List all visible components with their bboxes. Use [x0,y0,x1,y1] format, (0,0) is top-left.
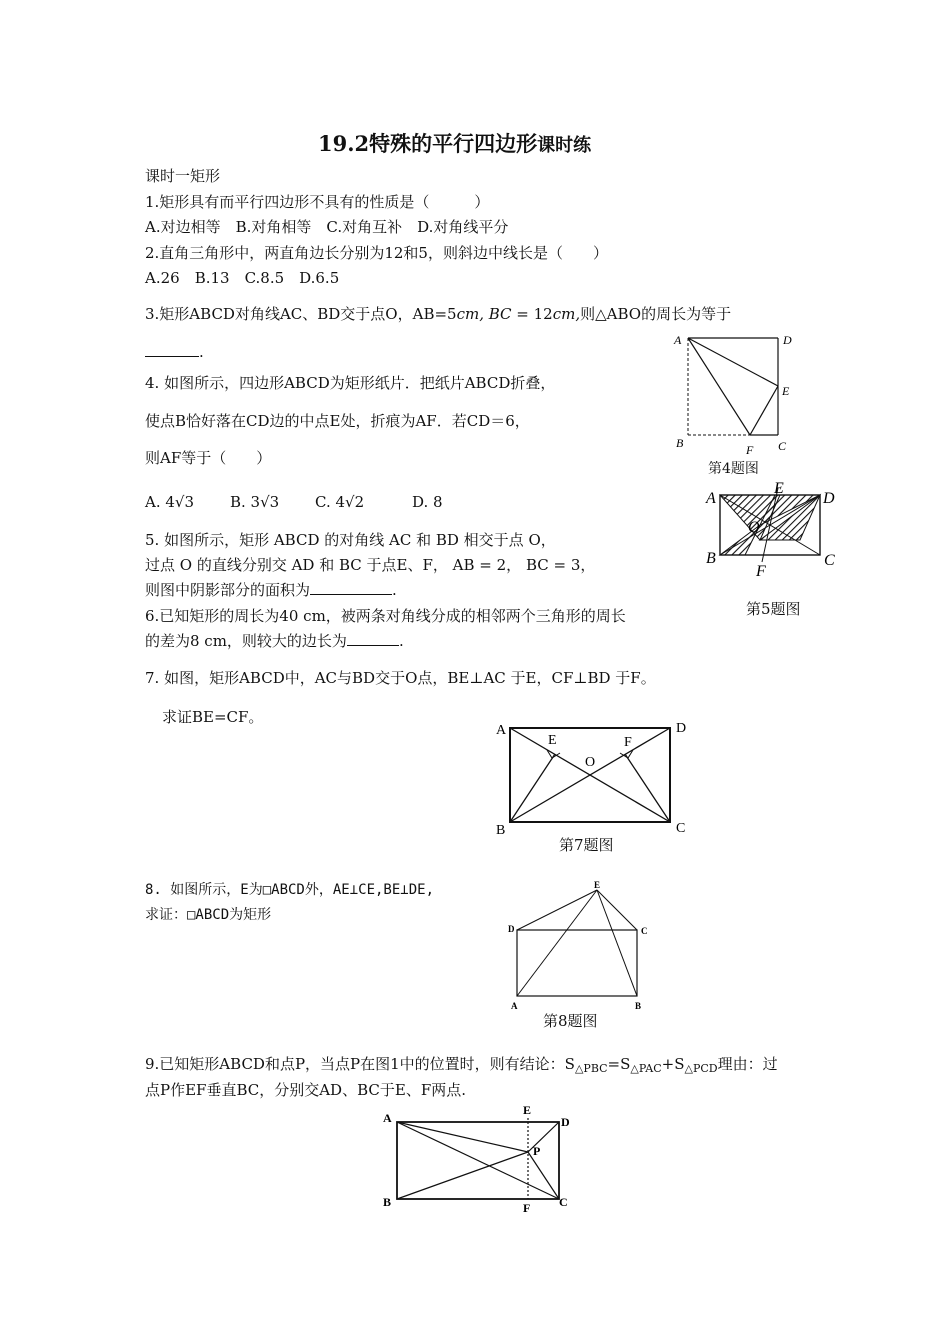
q8-label-d: D [508,924,515,934]
q4-label-d: D [783,333,792,347]
q2-stem: 2.直角三角形中，两直角边长分别为12和5，则斜边中线长是（ ） [145,244,608,262]
q6-line1: 6.已知矩形的周长为40 cm，被两条对角线分成的相邻两个三角形的周长 [145,607,626,625]
q4-figure [670,330,800,460]
answer-blank[interactable] [310,580,392,595]
q9-label-c: C [559,1195,568,1209]
q7-line1: 7. 如图，矩形ABCD中，AC与BD交于O点，BE⊥AC 于E，CF⊥BD 于F。 [145,669,656,687]
q9-label-d: D [561,1115,570,1129]
q5-line2: 过点 O 的直线分别交 AD 和 BC 于点E、F， AB = 2， BC = 3， [145,556,596,574]
q9-figure [375,1100,585,1215]
q7-figure [490,716,690,836]
q4-line3: 则AF等于（ ） [145,449,272,467]
q7-line2: 求证BE=CF。 [162,708,264,726]
q5-line3: 则图中阴影部分的面积为 . [145,581,397,599]
q8-figure [505,878,655,1013]
q5-label-f: F [756,563,766,580]
q5-line1: 5. 如图所示，矩形 ABCD 的对角线 AC 和 BD 相交于点 O， [145,531,556,549]
q8-line1: 8. 如图所示，E为□ABCD外，AE⊥CE,BE⊥DE, [145,882,435,898]
q5-label-e: E [774,480,784,497]
q5-label-o: O [748,519,760,536]
q8-label-b: B [635,1001,642,1011]
q1-options: A.对边相等 B.对角相等 C.对角互补 D.对角线平分 [145,218,509,236]
q7-caption: 第7题图 [559,836,614,854]
q4-option-a: A. 4√3 [145,493,195,511]
q5-figure [700,480,850,580]
q4-caption: 第4题图 [708,461,759,477]
q9-label-b: B [383,1195,392,1209]
q4-option-d: D. 8 [412,493,443,511]
q8-label-c: C [641,926,648,936]
q9-label-p: P [533,1144,541,1158]
q2-options: A.26 B.13 C.8.5 D.6.5 [145,269,340,287]
section-heading: 课时一矩形 [145,167,221,185]
q8-caption: 第8题图 [543,1012,598,1030]
q7-label-e: E [548,733,557,748]
q7-label-a: A [496,723,507,738]
answer-blank[interactable] [145,342,199,357]
page-title [318,128,591,158]
q7-label-f: F [624,735,632,750]
q8-label-e: E [594,880,601,890]
q8-line2: 求证：□ABCD为矩形 [145,907,272,923]
q5-label-d: D [823,490,835,507]
q5-label-a: A [706,490,716,507]
q9-line2: 点P作EF垂直BC，分别交AD、BC于E、F两点. [145,1081,466,1099]
title-suffix: 课时练 [537,135,592,156]
q4-option-b: B. 3√3 [230,493,280,511]
q9-label-f: F [523,1201,531,1215]
q7-label-d: D [676,721,687,736]
q9-label-e: E [523,1103,532,1117]
q4-line1: 4. 如图所示，四边形ABCD为矩形纸片．把纸片ABCD折叠， [145,374,556,392]
q5-label-c: C [824,552,835,569]
q4-label-b: B [676,436,684,450]
q4-line2: 使点B恰好落在CD边的中点E处，折痕为AF．若CD＝6， [145,412,530,430]
q4-label-f: F [746,443,754,457]
q6-line2: 的差为8 cm，则较大的边长为 . [145,632,404,650]
q9-label-a: A [383,1111,392,1125]
q5-caption: 第5题图 [746,600,801,618]
q7-label-c: C [676,821,686,836]
answer-blank[interactable] [347,631,399,646]
q4-label-c: C [778,439,787,453]
q4-label-a: A [674,333,682,347]
q5-label-b: B [706,550,716,567]
q3-stem: 3.矩形ABCD对角线AC、BD交于点O，AB=5cm, BC = 12cm,则△ABO的周长为等于 [145,305,732,323]
q1-stem: 1.矩形具有而平行四边形不具有的性质是（ ） [145,193,490,211]
q7-label-b: B [496,823,506,838]
q8-label-a: A [511,1001,518,1011]
q3-blank: . [145,342,204,362]
q4-option-c: C. 4√2 [315,493,365,511]
q4-label-e: E [782,384,790,398]
q7-label-o: O [585,755,596,770]
title-main: 19.2特殊的平行四边形 [318,131,538,156]
q9-line1: 9.已知矩形ABCD和点P，当点P在图1中的位置时，则有结论：$S_{\triangle PBC}=S_{\triangle PAC}+S_{\triangle PCD}$理由：过 [145,1055,778,1075]
